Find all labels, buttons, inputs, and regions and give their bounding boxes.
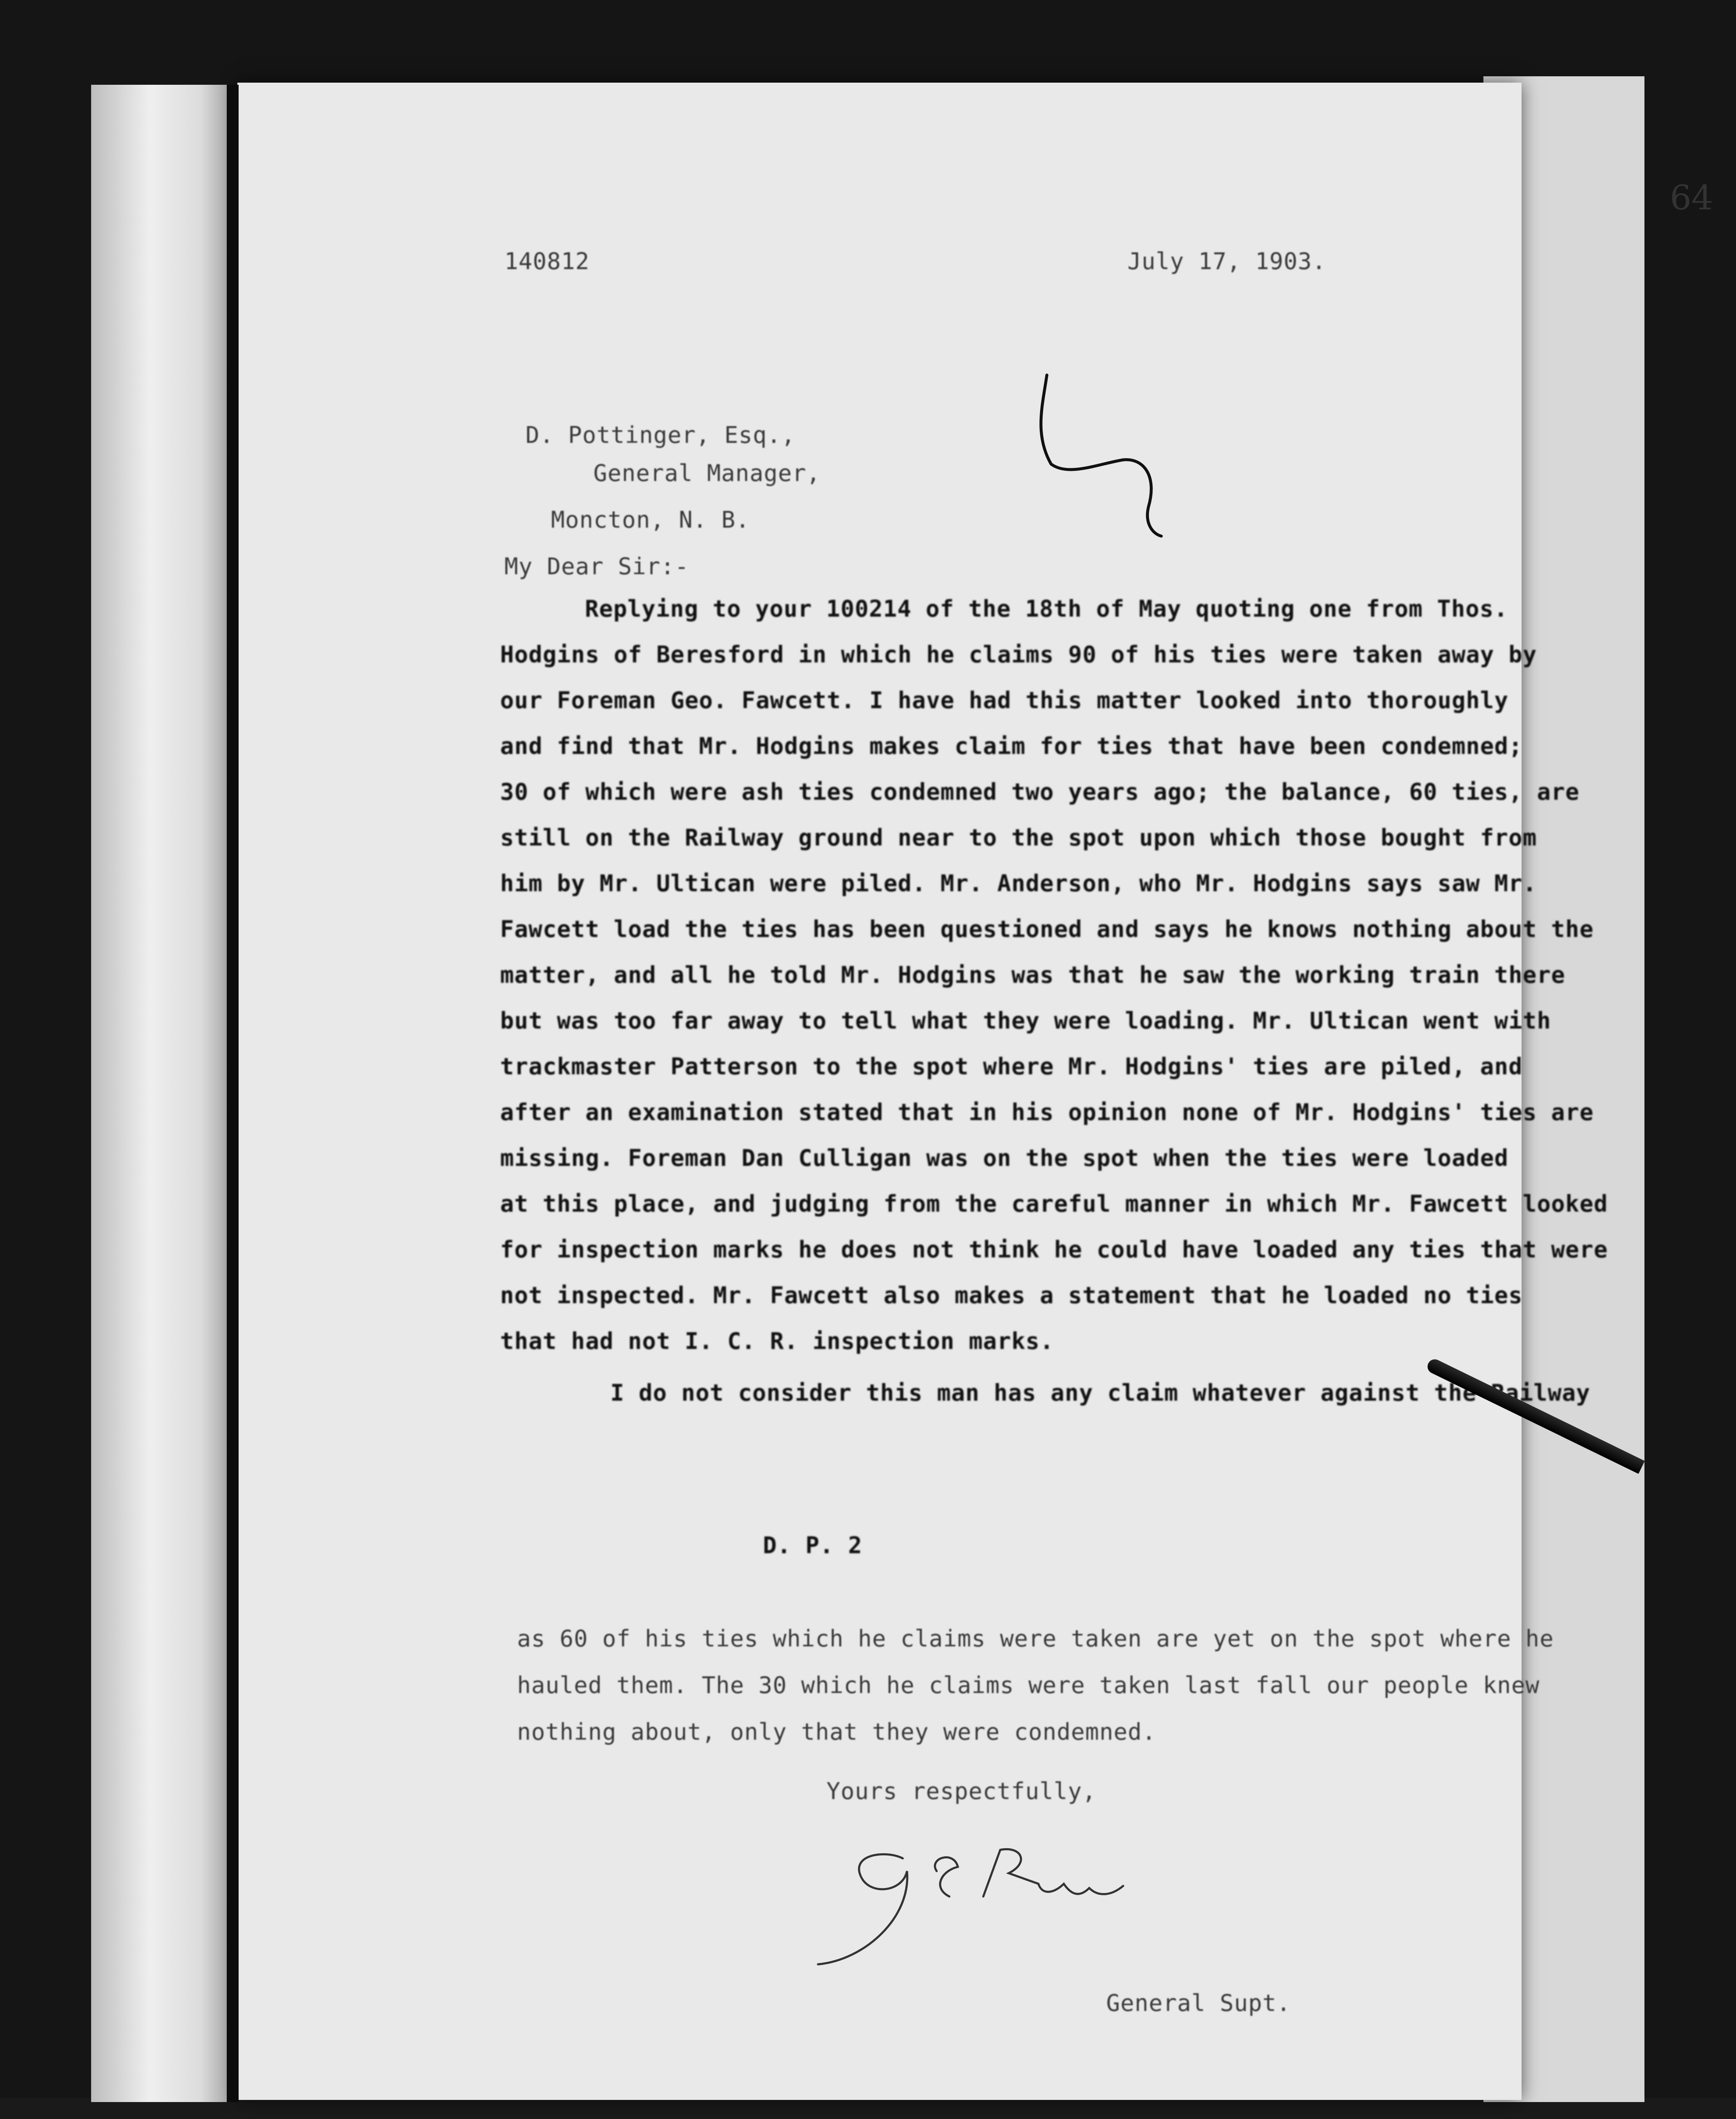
signatory-title: General Supt.	[1106, 1990, 1291, 2016]
body-line: and find that Mr. Hodgins makes claim for ties that have been condemned;	[500, 733, 1523, 759]
closing-line: I do not consider this man has any claim whatever against the Railway	[610, 1379, 1591, 1406]
letter-reference: 140812	[504, 248, 590, 275]
valediction: Yours respectfully,	[826, 1778, 1096, 1805]
address-line-1: D. Pottinger, Esq.,	[526, 422, 796, 448]
binding-edge	[227, 85, 239, 2102]
body-line: missing. Foreman Dan Culligan was on the spot when the ties were loaded	[500, 1145, 1509, 1171]
body-line: Replying to your 100214 of the 18th of May quoting one from Thos.	[585, 595, 1508, 622]
body-line: Fawcett load the ties has been questioned and says he knows nothing about the	[500, 916, 1594, 943]
background-floor	[0, 2098, 1736, 2119]
body-line: 30 of which were ash ties condemned two years ago; the balance, 60 ties, are	[500, 779, 1580, 805]
body-line: for inspection marks he does not think he could have loaded any ties that were	[500, 1236, 1608, 1263]
address-line-3: Moncton, N. B.	[551, 506, 750, 533]
body-line: after an examination stated that in his opinion none of Mr. Hodgins' ties are	[500, 1099, 1594, 1126]
continuation-line: as 60 of his ties which he claims were taken are yet on the spot where he	[517, 1625, 1554, 1652]
body-line: matter, and all he told Mr. Hodgins was that he saw the working train there	[500, 962, 1566, 988]
page-marker: D. P. 2	[763, 1532, 862, 1559]
page-number: 64	[1670, 178, 1713, 217]
body-line: that had not I. C. R. inspection marks.	[500, 1328, 1054, 1354]
body-line: not inspected. Mr. Fawcett also makes a statement that he loaded no ties	[500, 1282, 1523, 1309]
continuation-line: hauled them. The 30 which he claims were taken last fall our people knew	[517, 1672, 1540, 1699]
salutation: My Dear Sir:-	[504, 553, 689, 580]
signature-scribble	[801, 1833, 1182, 1973]
body-line: at this place, and judging from the careful manner in which Mr. Fawcett looked	[500, 1190, 1608, 1217]
letter-page	[237, 83, 1713, 2100]
body-line: still on the Railway ground near to the spot upon which those bought from	[500, 824, 1537, 851]
book-spine	[91, 85, 237, 2102]
body-line: him by Mr. Ultican were piled. Mr. Anderson, who Mr. Hodgins says saw Mr.	[500, 870, 1537, 897]
letter-date: July 17, 1903.	[1127, 248, 1327, 275]
body-line: trackmaster Patterson to the spot where Mr. Hodgins' ties are piled, and	[500, 1053, 1523, 1080]
body-line: but was too far away to tell what they were loading. Mr. Ultican went with	[500, 1007, 1551, 1034]
continuation-line: nothing about, only that they were condemned.	[517, 1719, 1156, 1745]
address-line-2: General Manager,	[593, 460, 821, 487]
body-line: Hodgins of Beresford in which he claims 90 of his ties were taken away by	[500, 641, 1537, 668]
handwritten-mark	[1021, 367, 1182, 545]
body-line: our Foreman Geo. Fawcett. I have had this matter looked into thoroughly	[500, 687, 1509, 714]
